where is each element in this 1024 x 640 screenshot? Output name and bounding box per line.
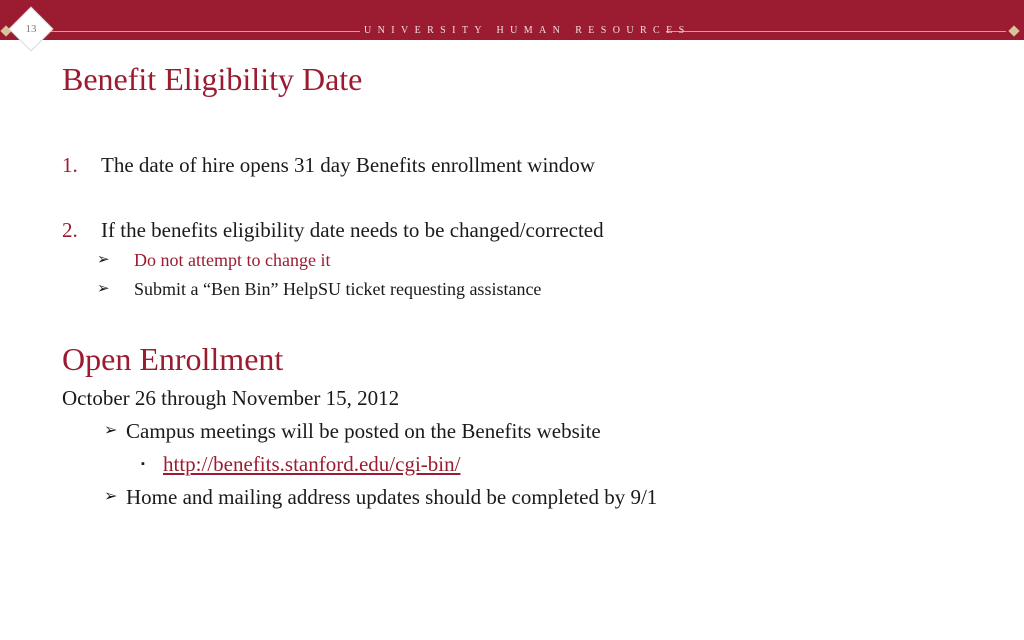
arrow-bullet-icon: ➢ [97, 281, 110, 297]
item-number: 2. [62, 218, 78, 242]
arrow-bullet-icon: ➢ [104, 422, 118, 439]
item-text: If the benefits eligibility date needs to be changed/corrected [101, 218, 604, 242]
slide-title: Benefit Eligibility Date [62, 61, 363, 97]
bullet-text: Campus meetings will be posted on the Benefits website [126, 419, 601, 443]
square-bullet-icon: ▪ [141, 458, 145, 470]
subitem-text: Submit a “Ben Bin” HelpSU ticket requesting assistance [134, 279, 542, 299]
benefits-website-link[interactable]: http://benefits.stanford.edu/cgi-bin/ [163, 452, 461, 476]
enrollment-dates: October 26 through November 15, 2012 [62, 386, 400, 410]
header-rule-right [666, 31, 1006, 32]
subitem-text: Do not attempt to change it [134, 250, 331, 270]
arrow-bullet-icon: ➢ [97, 252, 110, 268]
section-heading: Open Enrollment [62, 341, 284, 377]
header-title: UNIVERSITY HUMAN RESOURCES [364, 25, 691, 36]
header-rule-left [50, 31, 360, 32]
page-number: 13 [25, 23, 37, 35]
item-text: The date of hire opens 31 day Benefits enrollment window [101, 153, 595, 177]
item-number: 1. [62, 153, 78, 177]
arrow-bullet-icon: ➢ [104, 488, 118, 505]
bullet-text: Home and mailing address updates should be completed by 9/1 [126, 485, 658, 509]
